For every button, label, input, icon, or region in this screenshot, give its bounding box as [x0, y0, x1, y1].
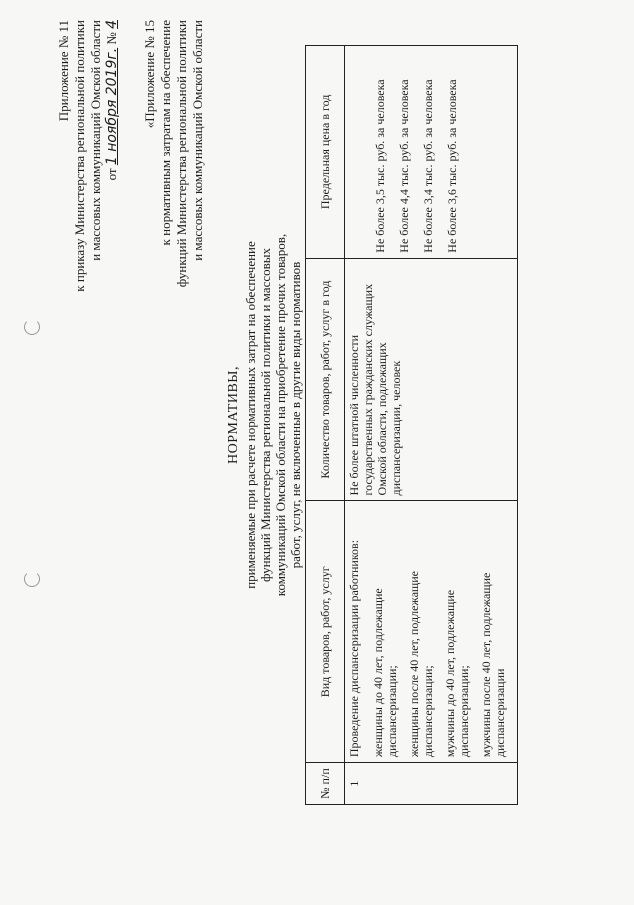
header-price: Предельная цена в год — [306, 46, 345, 259]
kind-cell — [345, 501, 518, 763]
row-number: 1 — [345, 763, 518, 805]
kind-item: женщины до 40 лет, подлежащие диспансеризации; — [371, 588, 399, 758]
appendix-order-line: к приказу Министерства региональной политики — [72, 20, 87, 292]
document-title: НОРМАТИВЫ, — [226, 365, 241, 465]
appendix-15-line-3: функций Министерства региональной политики — [174, 20, 189, 288]
appendix-15-block — [142, 20, 206, 490]
quantity-cell: Не более штатной численности государственных гражданских служащих Омской области, подлежащих диспансеризации, человек — [345, 258, 518, 501]
table-header-row — [306, 46, 345, 805]
appendix-15-line-4: и массовых коммуникаций Омской области — [190, 20, 205, 261]
appendix-title: Приложение № 11 — [56, 20, 71, 122]
appendix-15-line-2: к нормативным затратам на обеспечение — [158, 20, 173, 246]
heading-line-4: работ, услуг, не включенные в другие виды нормативов — [288, 261, 303, 569]
punch-hole-mark — [24, 319, 40, 335]
header-number: № п/п — [306, 763, 345, 805]
kind-item: мужчины после 40 лет, подлежащие диспансеризации — [479, 572, 507, 758]
price-item: Не более 4,4 тыс. руб. за человека — [397, 79, 411, 253]
header-kind: Вид товаров, работ, услуг — [306, 501, 345, 763]
heading-line-2: функций Министерства региональной политики и массовых — [258, 248, 273, 582]
heading-line-3: коммуникаций Омской области на приобретение прочих товаров, — [273, 233, 288, 597]
price-item: Не более 3,6 тыс. руб. за человека — [445, 79, 459, 253]
appendix-ministry-line: и массовых коммуникаций Омской области — [88, 20, 103, 261]
appendix-block — [56, 20, 120, 490]
kind-item: мужчины до 40 лет, подлежащие диспансеризации; — [443, 589, 471, 758]
kind-item: женщины после 40 лет, подлежащие диспансеризации; — [407, 570, 435, 758]
appendix-date-line — [104, 20, 120, 490]
number-label: № — [104, 32, 119, 45]
handwritten-date: 1 ноября 2019г. — [104, 47, 120, 166]
header-quantity: Количество товаров, работ, услуг в год — [306, 258, 345, 501]
date-prefix: от — [104, 168, 119, 181]
document-heading — [226, 75, 303, 755]
punch-hole-mark — [24, 571, 40, 587]
price-spacer — [347, 51, 373, 253]
price-item: Не более 3,4 тыс. руб. за человека — [421, 79, 435, 253]
handwritten-number: 4 — [104, 20, 120, 29]
price-item: Не более 3,5 тыс. руб. за человека — [373, 79, 387, 253]
appendix-15-title: «Приложение № 15 — [142, 20, 157, 129]
price-cell — [345, 46, 518, 259]
norms-table — [305, 45, 518, 805]
kind-intro: Проведение диспансеризации работников: — [347, 539, 361, 758]
heading-line-1: применяемые при расчете нормативных затрат на обеспечение — [243, 241, 258, 589]
table-row — [345, 46, 518, 805]
